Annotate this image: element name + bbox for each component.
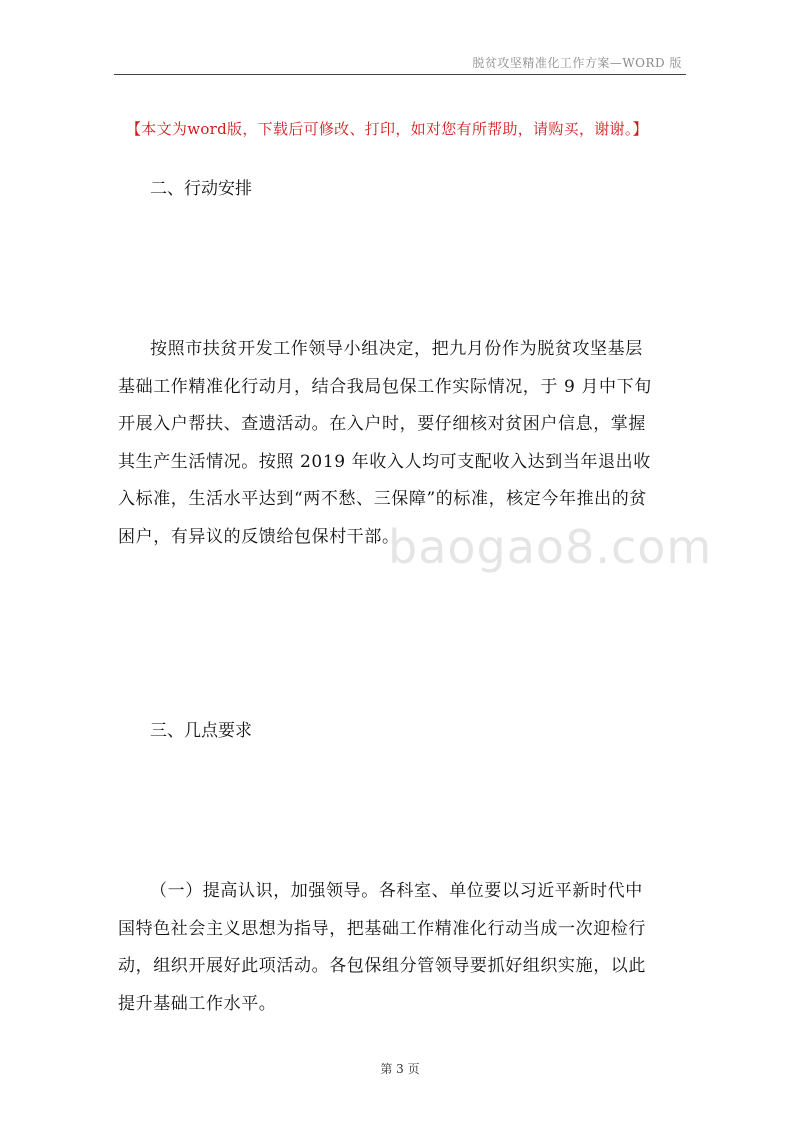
paragraph-line: 基础工作精准化行动月，结合我局包保工作实际情况，于 9 月中下旬: [118, 376, 652, 397]
paragraph-line: （一）提高认识，加强领导。各科室、单位要以习近平新时代中: [150, 881, 643, 901]
paragraph-line: 按照市扶贫开发工作领导小组决定，把九月份作为脱贫攻坚基层: [150, 339, 643, 359]
paragraph-line: 提升基础工作水平。: [118, 993, 277, 1014]
paragraph-line: 其生产生活情况。按照 2019 年收入人均可支配收入达到当年退出收: [118, 451, 651, 472]
paragraph-line: 困户，有异议的反馈给包保村干部。: [118, 526, 400, 547]
paragraph-line: 国特色社会主义思想为指导，把基础工作精准化行动当成一次迎检行: [118, 918, 646, 939]
paragraph-line: 动，组织开展好此项活动。各包保组分管领导要抓好组织实施，以此: [118, 956, 646, 976]
header-divider: [114, 74, 686, 75]
section-heading-requirements: 三、几点要求: [150, 721, 252, 741]
paragraph-requirements: [118, 873, 690, 1023]
watermark: baogao8.com: [388, 520, 713, 574]
section-heading-action-plan: 二、行动安排: [150, 179, 252, 199]
page-number: 第 3 页: [380, 1062, 420, 1076]
document-header-title: 脱贫攻坚精准化工作方案—WORD 版: [472, 56, 682, 70]
paragraph-line: 入标准，生活水平达到“两不愁、三保障”的标准，核定今年推出的贫: [118, 489, 647, 509]
paragraph-line: 开展入户帮扶、查遗活动。在入户时，要仔细核对贫困户信息，掌握: [118, 414, 646, 434]
purchase-notice: 【本文为word版，下载后可修改、打印，如对您有所帮助，请购买，谢谢。】: [126, 120, 648, 138]
